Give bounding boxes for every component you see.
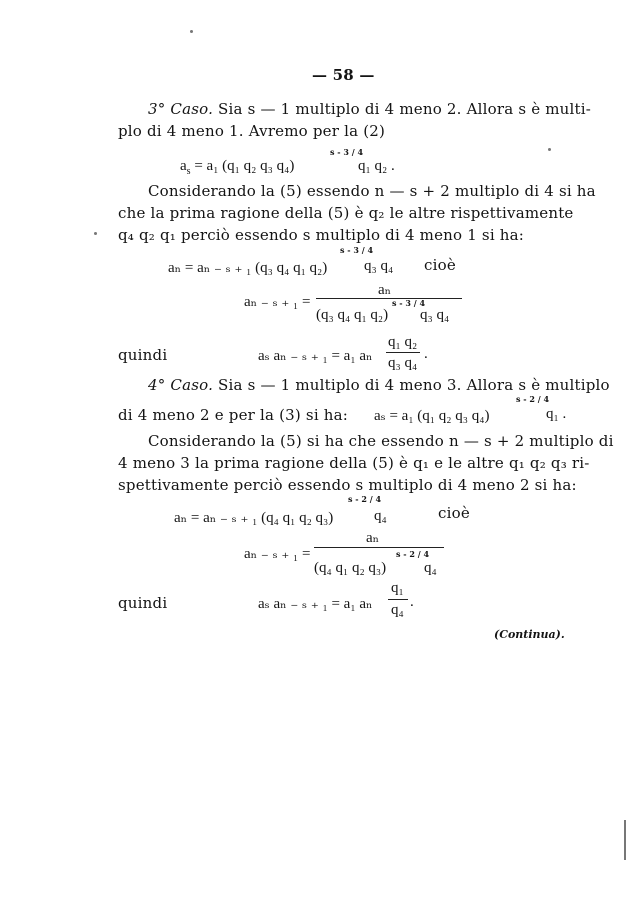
case4-eq4-lhs: aₛ aₙ ₋ ₛ ₊ ₁ = a₁ aₙ bbox=[258, 596, 373, 612]
case3-line2: plo di 4 meno 1. Avremo per la (2) bbox=[118, 122, 386, 140]
case3-eq4-denominator: q₃ q₄ bbox=[388, 355, 418, 371]
case3-eq4-fraction-bar bbox=[386, 352, 420, 353]
page-number: — 58 — bbox=[312, 66, 375, 84]
scan-speck bbox=[190, 30, 193, 33]
case4-para1: Considerando la (5) si ha che essendo n — s + 2 multiplo di bbox=[148, 432, 614, 450]
case3-eq4-numerator: q₁ q₂ bbox=[388, 334, 418, 350]
case4-line2: di 4 meno 2 e per la (3) si ha: bbox=[118, 406, 349, 424]
case3-eq1-tail: q₁ q₂ . bbox=[358, 158, 395, 174]
case4-eq2-exponent: s - 2 / 4 bbox=[348, 494, 382, 504]
case3-eq1-rhs: = a₁ (q₁ q₂ q₃ q₄) bbox=[194, 158, 295, 174]
case3-eq3-exponent: s - 3 / 4 bbox=[392, 298, 426, 308]
case4-para3: spettivamente perciò essendo s multiplo di 4 meno 2 si ha: bbox=[118, 476, 577, 494]
case4-eq4-numerator: q₁ bbox=[391, 580, 404, 596]
case3-eq3-den-tail: q₃ q₄ bbox=[420, 307, 450, 323]
case3-eq1 bbox=[180, 158, 294, 177]
case4-first-line bbox=[148, 376, 610, 394]
case4-eq1: aₛ = a₁ (q₁ q₂ q₃ q₄) bbox=[374, 408, 490, 424]
case3-eq1-exponent: s - 3 / 4 bbox=[330, 147, 364, 157]
case4-eq3-exponent: s - 2 / 4 bbox=[396, 549, 430, 559]
case4-line1: Sia s — 1 multiplo di 4 meno 3. Allora s è multiplo bbox=[218, 376, 610, 394]
case4-eq4-fraction-bar bbox=[388, 599, 408, 600]
continua-note: (Continua). bbox=[494, 628, 565, 641]
case3-heading: 3° Caso. bbox=[148, 100, 214, 118]
case3-eq3-numerator: aₙ bbox=[378, 282, 392, 298]
case3-eq2: aₙ = aₙ ₋ ₛ ₊ ₁ (q₃ q₄ q₁ q₂) bbox=[168, 260, 328, 276]
case3-eq3-lhs: aₙ ₋ ₛ ₊ ₁ = bbox=[244, 294, 311, 310]
case3-eq2-tail: q₃ q₄ bbox=[364, 258, 394, 274]
case4-eq2: aₙ = aₙ ₋ ₛ ₊ ₁ (q₄ q₁ q₂ q₃) bbox=[174, 510, 334, 526]
case3-line1: Sia s — 1 multiplo di 4 meno 2. Allora s è multi- bbox=[218, 100, 592, 118]
case4-eq3-denominator: (q₄ q₁ q₂ q₃) bbox=[314, 560, 387, 576]
case4-para2: 4 meno 3 la prima ragione della (5) è q₁ e le altre q₁ q₂ q₃ ri- bbox=[118, 454, 590, 472]
scan-edge-mark bbox=[624, 820, 626, 860]
case4-quindi: quindi bbox=[118, 594, 168, 612]
case4-eq4-tail: . bbox=[410, 594, 414, 610]
case3-para3: q₄ q₂ q₁ perciò essendo s multiplo di 4 meno 1 si ha: bbox=[118, 226, 525, 244]
case4-eq3-lhs: aₙ ₋ ₛ ₊ ₁ = bbox=[244, 546, 311, 562]
case3-eq1-lhs: a bbox=[180, 158, 187, 174]
case3-eq2-exponent: s - 3 / 4 bbox=[340, 245, 374, 255]
case3-eq1-lhs-sub: s bbox=[186, 166, 191, 177]
case3-quindi: quindi bbox=[118, 346, 168, 364]
case4-eq3-numerator: aₙ bbox=[366, 530, 380, 546]
case4-eq4-denominator: q₄ bbox=[391, 602, 404, 618]
case3-para1: Considerando la (5) essendo n — s + 2 multiplo di 4 si ha bbox=[148, 182, 596, 200]
case4-cioe: cioè bbox=[438, 504, 470, 522]
case4-eq1-exponent: s - 2 / 4 bbox=[516, 394, 550, 404]
case3-para2: che la prima ragione della (5) è q₂ le altre rispettivamente bbox=[118, 204, 574, 222]
scan-speck bbox=[548, 148, 551, 151]
case3-eq4-tail: . bbox=[424, 346, 428, 362]
case3-eq3-fraction-bar bbox=[316, 298, 462, 299]
case3-cioe: cioè bbox=[424, 256, 456, 274]
scan-speck bbox=[94, 232, 97, 235]
case4-eq2-tail: q₄ bbox=[374, 508, 387, 524]
case3-eq4-lhs: aₛ aₙ ₋ ₛ ₊ ₁ = a₁ aₙ bbox=[258, 348, 373, 364]
case4-eq3-den-tail: q₄ bbox=[424, 560, 437, 576]
case3-eq3-denominator: (q₃ q₄ q₁ q₂) bbox=[316, 307, 389, 323]
case4-heading: 4° Caso. bbox=[148, 376, 214, 394]
case3-first-line bbox=[148, 100, 591, 118]
case4-eq1-tail: q₁ . bbox=[546, 406, 567, 422]
case4-eq3-fraction-bar bbox=[314, 547, 444, 548]
